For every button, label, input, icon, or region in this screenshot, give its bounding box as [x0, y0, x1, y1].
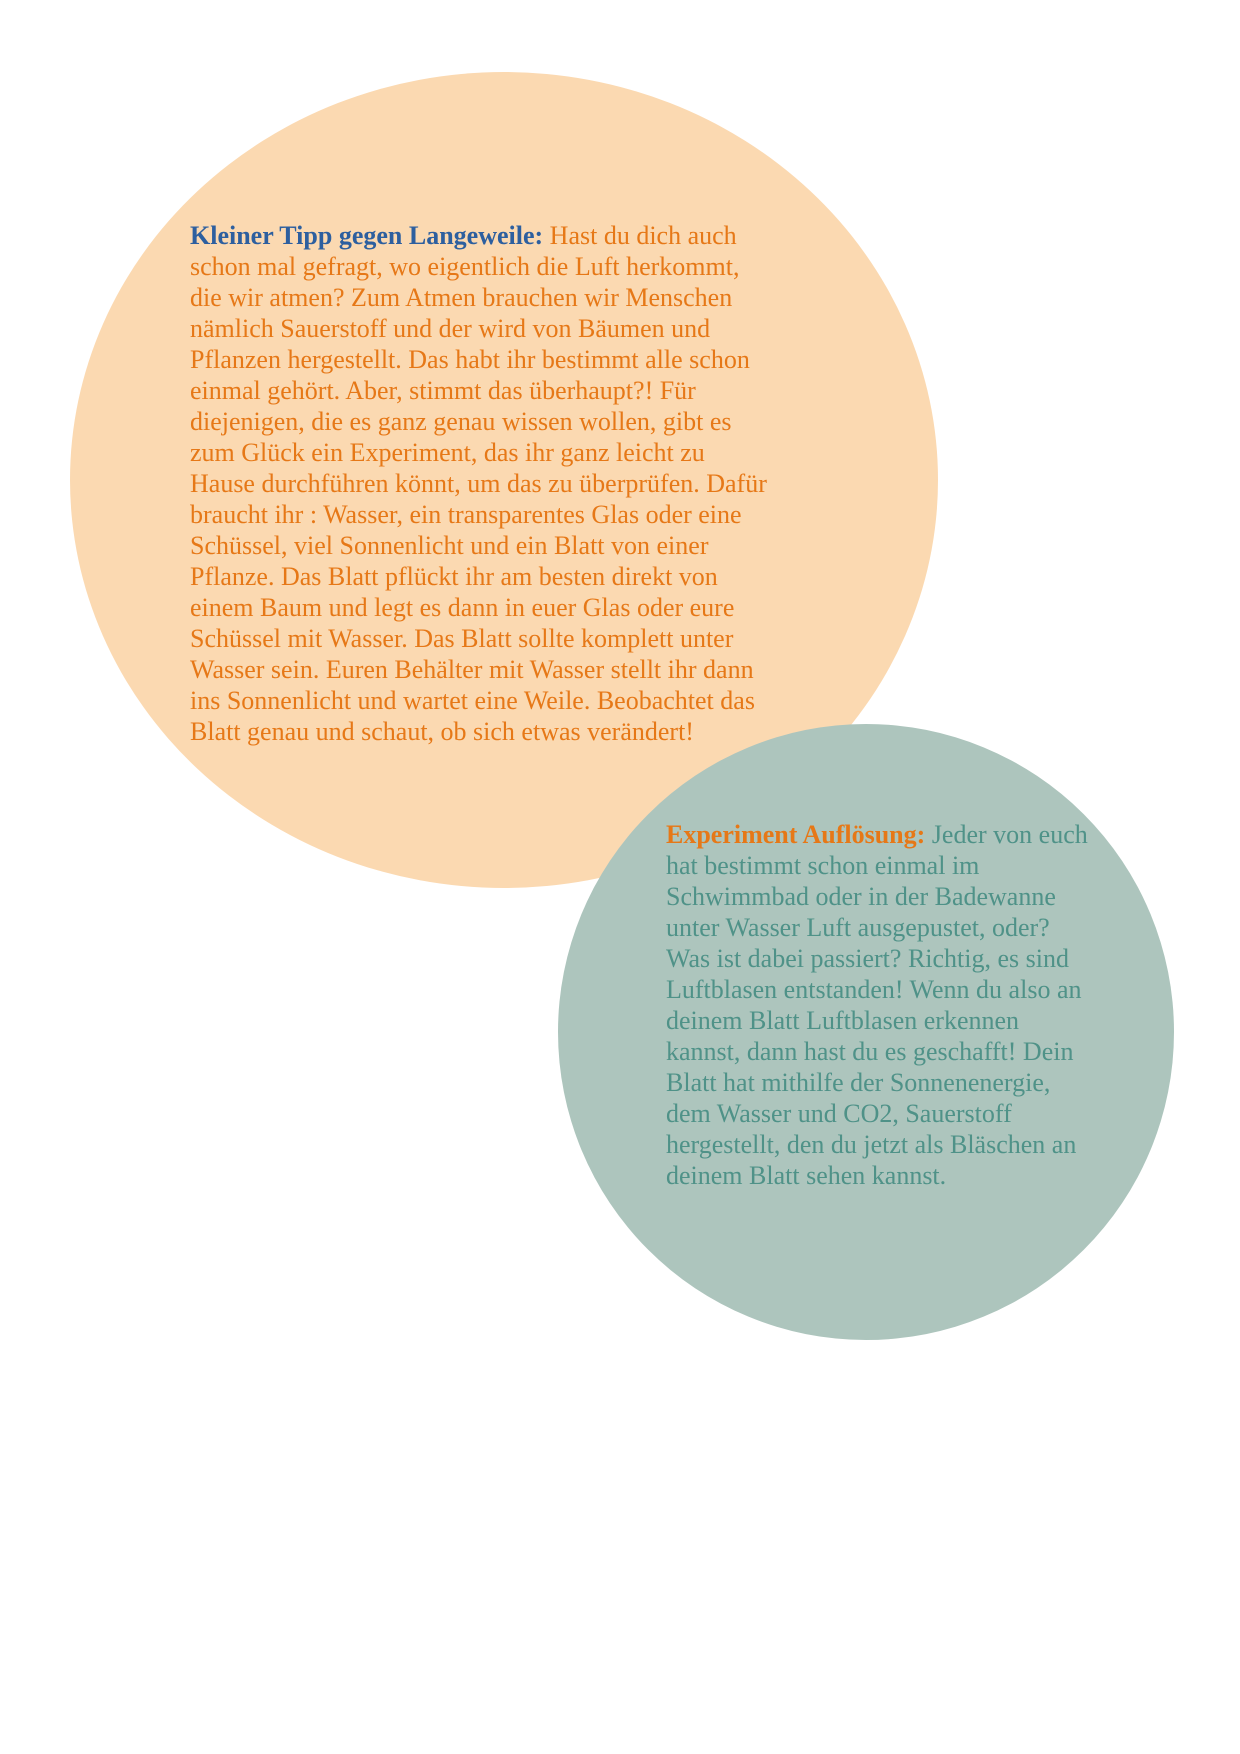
tip-heading: Kleiner Tipp gegen Langeweile: [190, 221, 544, 250]
tip-text-block [190, 220, 770, 747]
solution-text-block [666, 819, 1094, 1191]
solution-heading: Experiment Auflösung: [666, 820, 926, 849]
solution-body-text: Jeder von euch hat bestimmt schon einmal im Schwimmbad oder in der Badewanne unter Wasser Luft ausgepustet, oder? Was ist dabei passiert? Richtig, es sind Luftblasen entstanden! Wenn du also an deinem Blatt Luftblasen erkennen kannst, dann hast du es geschafft! Dein Blatt hat mithilfe der Sonnenenergie, dem Wasser und CO2, Sauerstoff hergestellt, den du jetzt als Bläschen an deinem Blatt sehen kannst. [666, 820, 1088, 1190]
tip-body-text: Hast du dich auch schon mal gefragt, wo eigentlich die Luft herkommt, die wir atmen? Zum Atmen brauchen wir Menschen nämlich Sauerstoff und der wird von Bäumen und Pflanzen hergestellt. Das habt ihr bestimmt alle schon einmal gehört. Aber, stimmt das überhaupt?! Für diejenigen, die es ganz genau wissen wollen, gibt es zum Glück ein Experiment, das ihr ganz leicht zu Hause durchführen könnt, um das zu überprüfen. Dafür braucht ihr : Wasser, ein transparentes Glas oder eine Schüssel, viel Sonnenlicht und ein Blatt von einer Pflanze. Das Blatt pflückt ihr am besten direkt von einem Baum und legt es dann in euer Glas oder eure Schüssel mit Wasser. Das Blatt sollte komplett unter Wasser sein. Euren Behälter mit Wasser stellt ihr dann ins Sonnenlicht und wartet eine Weile. Beobachtet das Blatt genau und schaut, ob sich etwas verändert! [190, 221, 767, 746]
